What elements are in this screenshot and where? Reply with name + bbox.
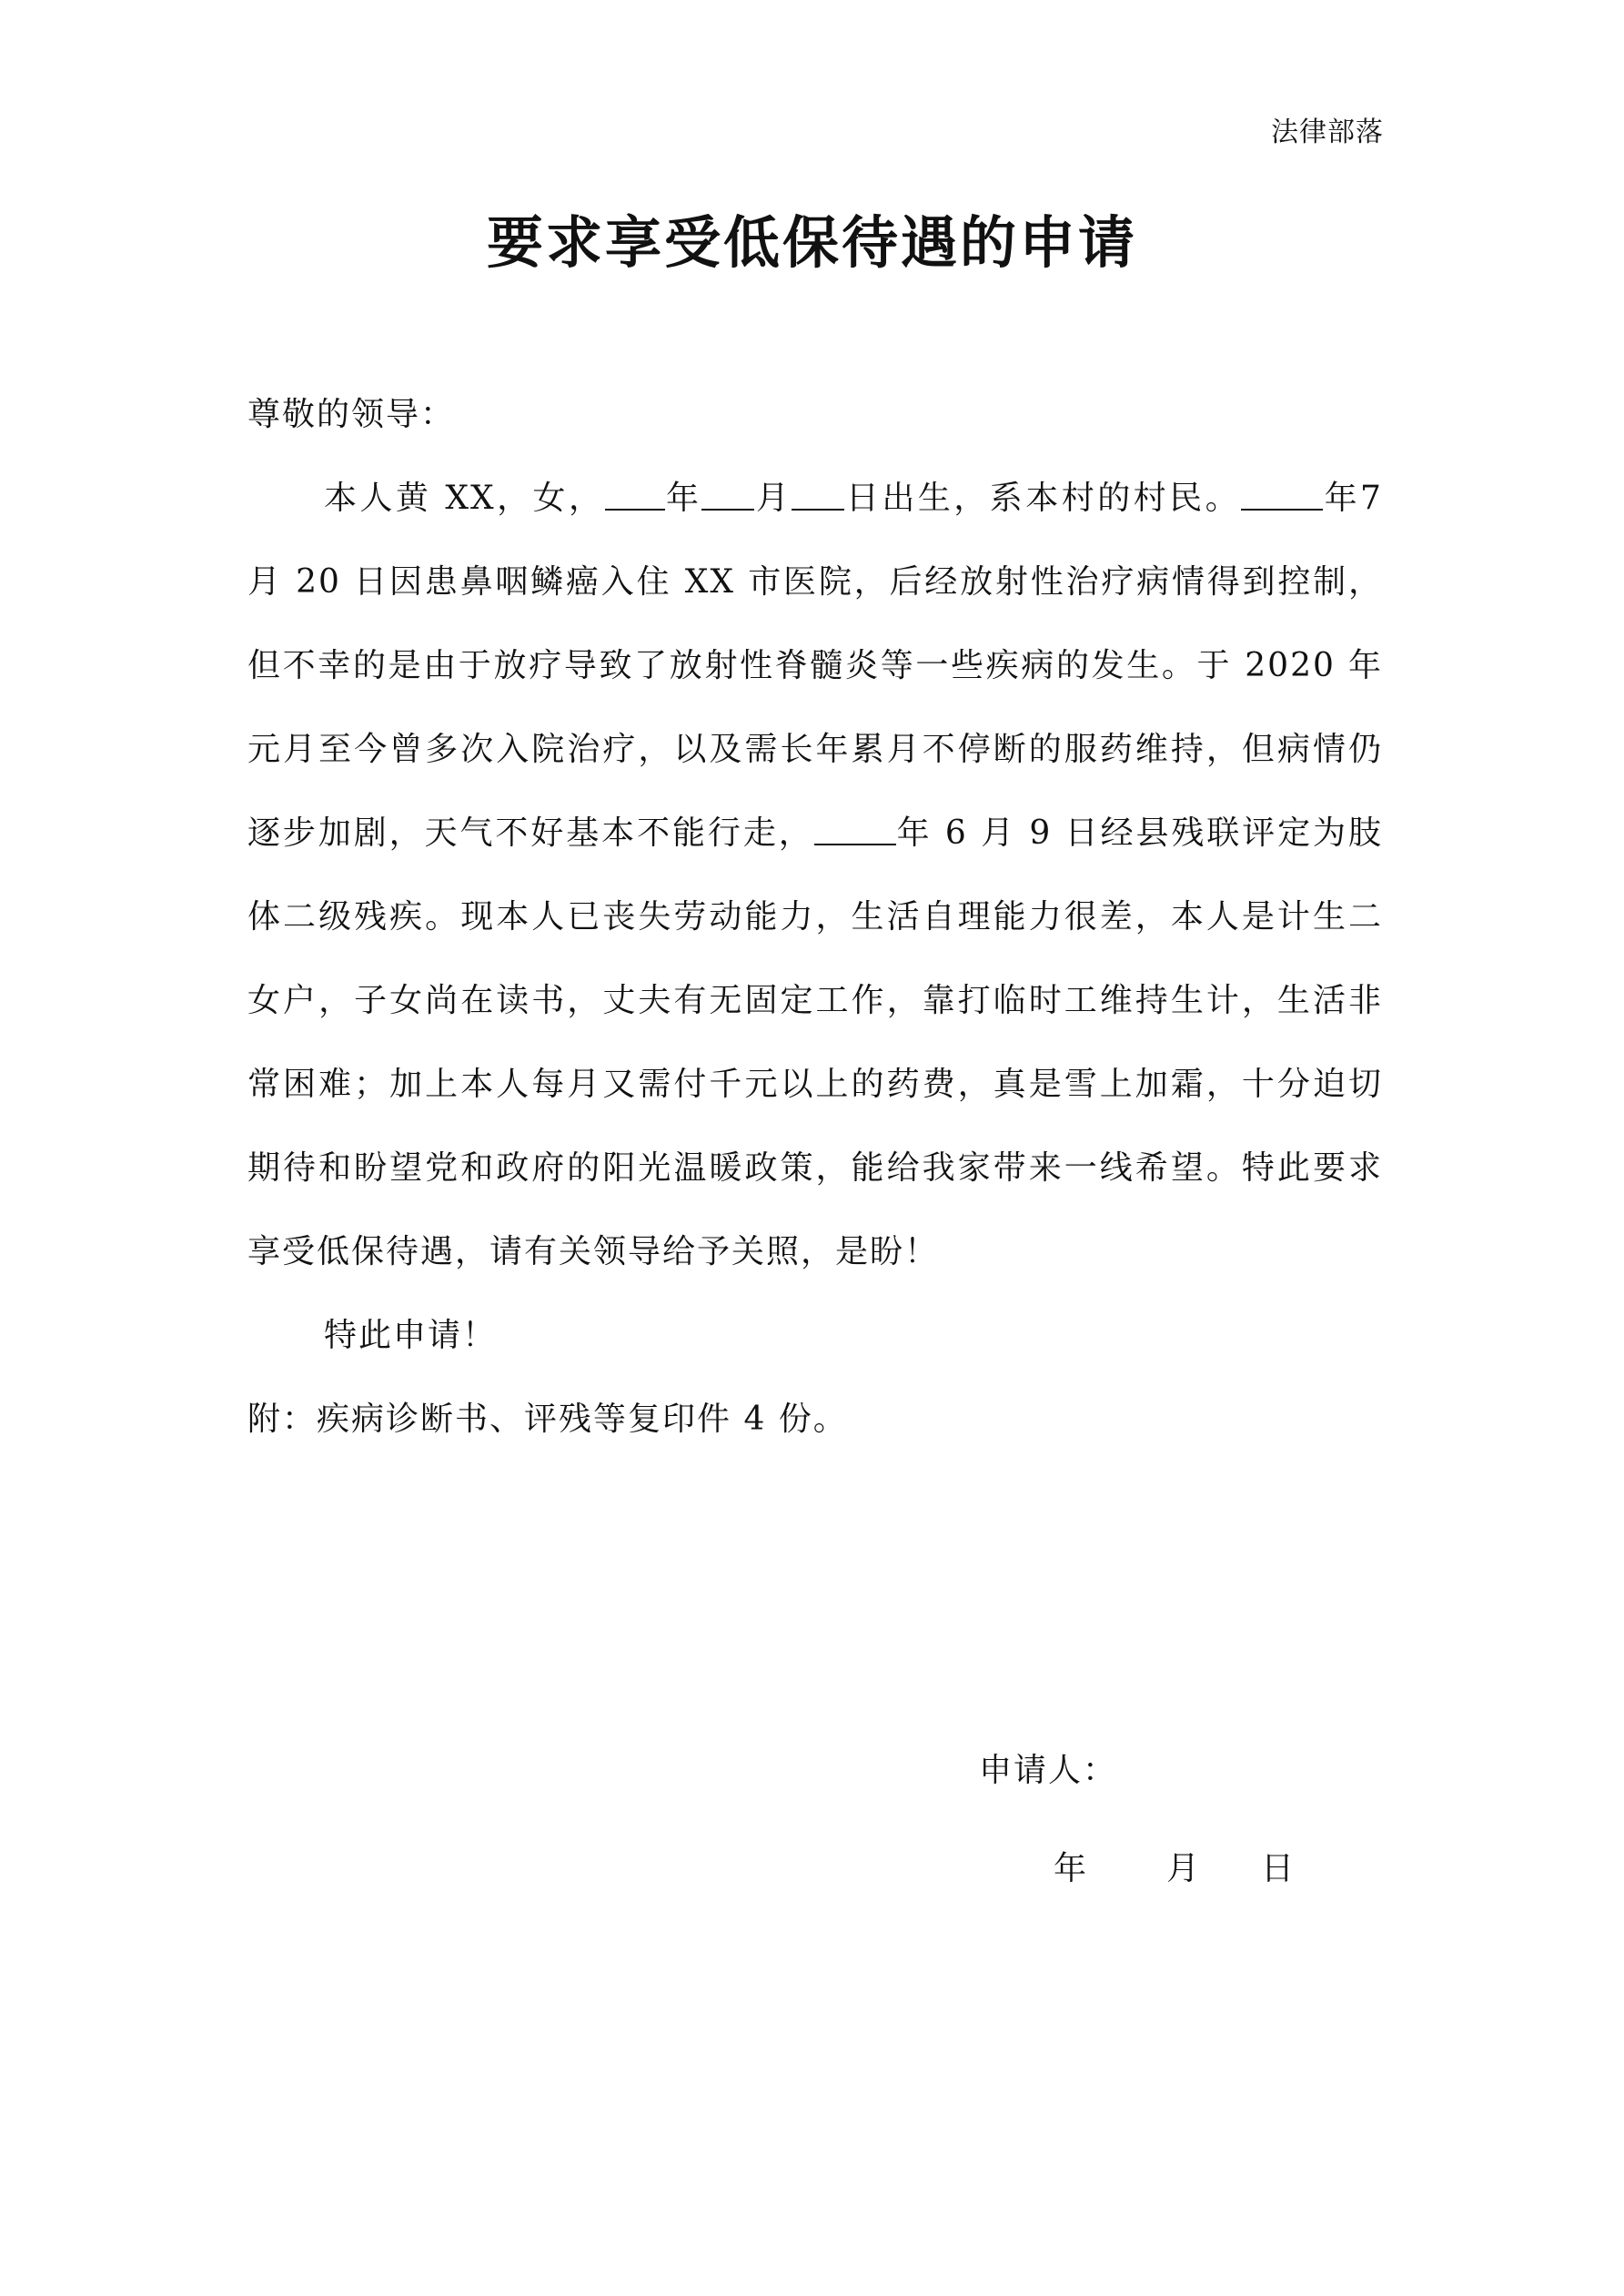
document-body xyxy=(247,373,1383,1462)
date-month-label: 月 xyxy=(1166,1850,1200,1887)
date-line xyxy=(1054,1842,1294,1896)
attachment-line: 附：疾病诊断书、评残等复印件 4 份。 xyxy=(247,1401,848,1438)
salutation: 尊敬的领导： xyxy=(247,396,456,433)
birth-year-label: 年 xyxy=(664,480,702,517)
date-day-label: 日 xyxy=(1261,1850,1295,1887)
header-note: 法律部落 xyxy=(1271,116,1384,148)
birth-day-blank xyxy=(792,478,844,511)
closing-line: 特此申请！ xyxy=(324,1317,498,1354)
birth-year-blank xyxy=(605,478,665,511)
birth-day-label: 日出生，系本村的村民。 xyxy=(844,480,1242,517)
birth-month-label: 月 xyxy=(754,480,792,517)
paragraph-text-medical: 年7 月 20 日因患鼻咽鳞癌入住 XX 市医院，后经放射性治疗病情得到控制，但不幸的是由于放疗导致了放射性脊髓炎等一些疾病的发生。于 2020 年元月至今曾多次入院治疗，以及需长年累月不停断的服药维持，但病情仍逐步加剧，天气不好基本不能行走， xyxy=(247,480,1383,852)
disability-year-blank xyxy=(814,813,896,845)
paragraph-text-intro: 本人黄 XX，女， xyxy=(324,480,605,517)
admission-year-blank xyxy=(1241,478,1323,511)
applicant-label: 申请人： xyxy=(979,1752,1118,1789)
document-title: 要求享受低保待遇的申请 xyxy=(486,209,1137,276)
paragraph-text-request: 年 6 月 9 日经县残联评定为肢体二级残疾。现本人已丧失劳动能力，生活自理能力很差，本人是计生二女户，子女尚在读书，丈夫有无固定工作，靠打临时工维持生计，生活非常困难；加上本人每月又需付千元以上的药费，真是雪上加霜，十分迫切期待和盼望党和政府的阳光温暖政策，能给我家带来一线希望。特此要求享受低保待遇，请有关领导给予关照，是盼！ xyxy=(247,814,1383,1270)
main-paragraph xyxy=(247,457,1383,1294)
date-year-label: 年 xyxy=(1054,1850,1087,1887)
birth-month-blank xyxy=(701,478,754,511)
